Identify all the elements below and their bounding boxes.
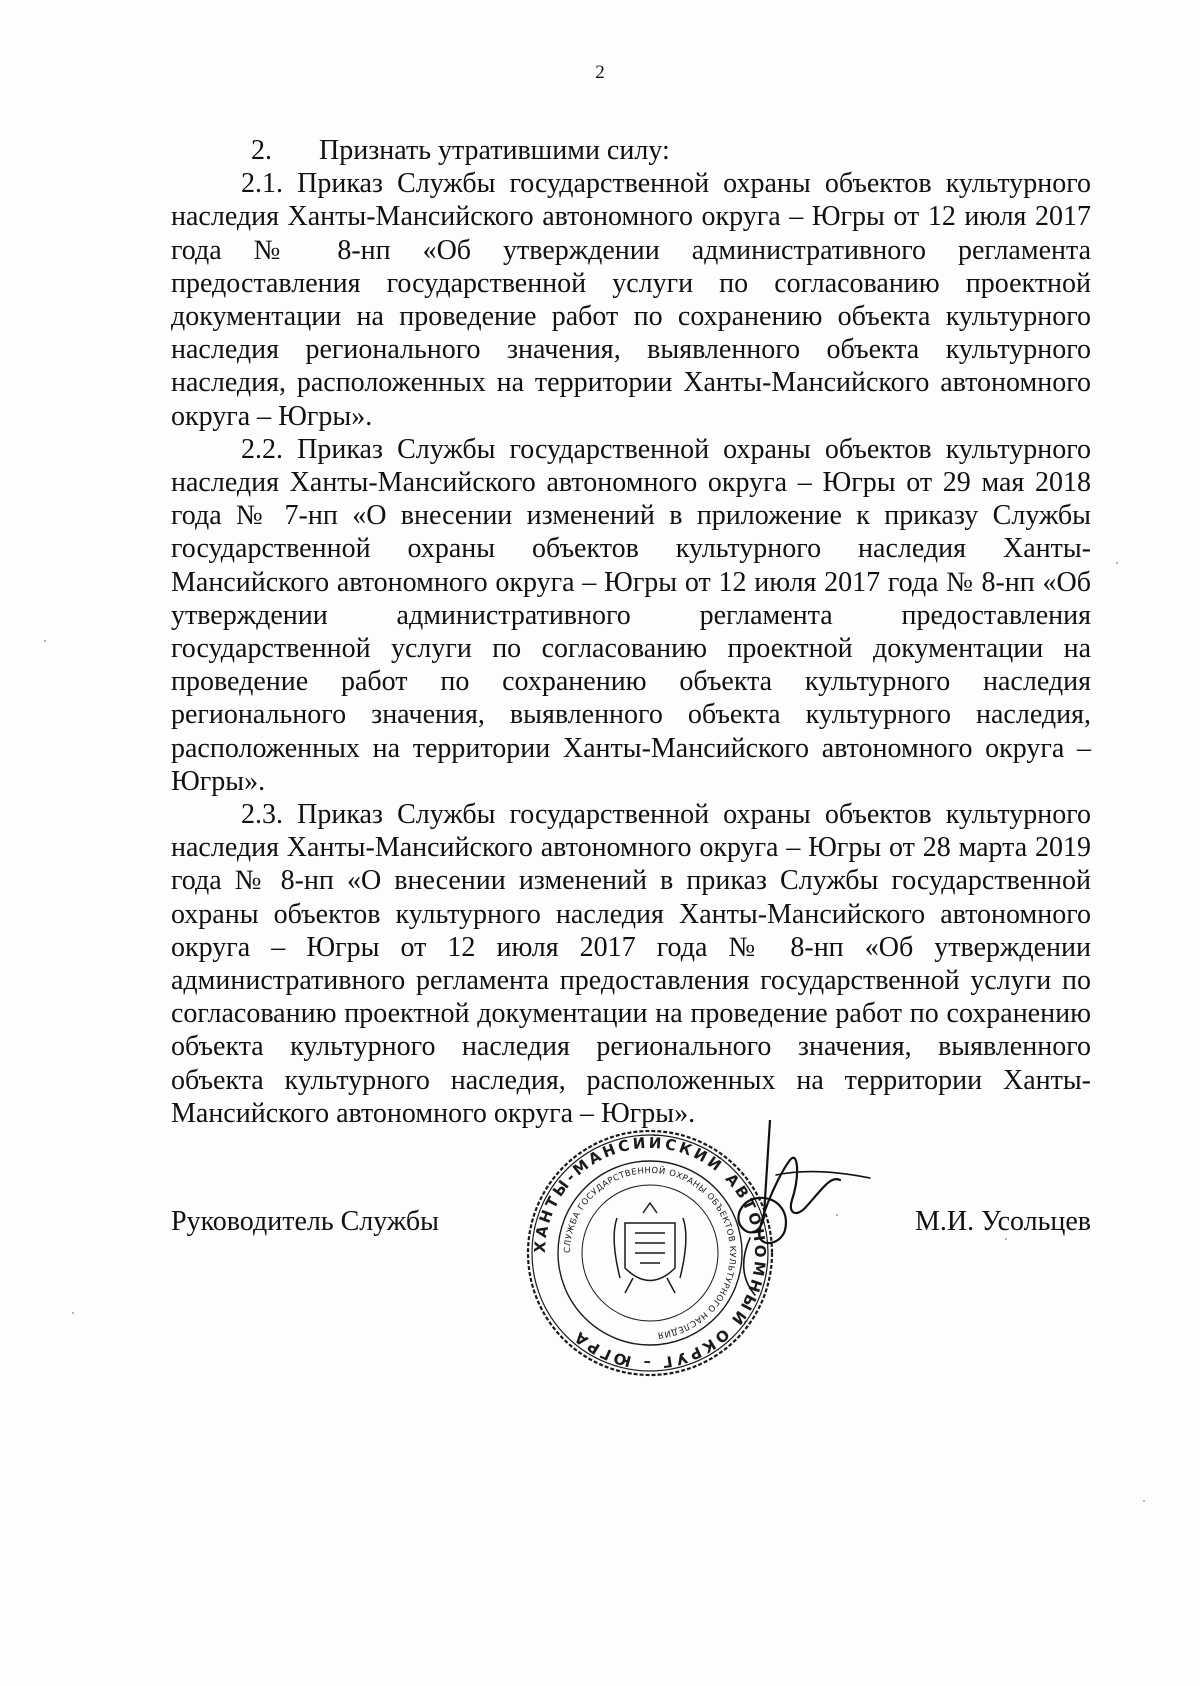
page-number: 2 [595, 62, 605, 83]
scan-speck [1143, 1500, 1145, 1502]
paragraph-2-2: 2.2. Приказ Службы государственной охраны объектов культурного наследия Ханты-Мансийского автономного округа – Югры от 29 мая 2018 года № 7-нп «О внесении изменений в приложение к приказу Службы государственной охраны объектов культурного наследия Ханты-Мансийского автономного округа – Югры от 12 июля 2017 года № 8-нп «Об утверждении административного регламента предоставления государственной услуги по согласованию проектной документации на проведение работ по сохранению объекта культурного наследия регионального значения, выявленного объекта культурного наследия, расположенных на территории Ханты-Мансийского автономного округа – Югры». [171, 433, 1091, 797]
coat-of-arms-icon [614, 1203, 686, 1293]
item-title: Признать утратившими силу: [319, 135, 670, 166]
paragraph-2-3: 2.3. Приказ Службы государственной охраны объектов культурного наследия Ханты-Мансийского автономного округа – Югры от 28 марта 2019 года № 8-нп «О внесении изменений в приказ Службы государственной охраны объектов культурного наследия Ханты-Мансийского автономного округа – Югры от 12 июля 2017 года № 8-нп «Об утверждении административного регламента предоставления государственной услуги по согласованию проектной документации на проведение работ по сохранению объекта культурного наследия регионального значения, выявленного объекта культурного наследия, расположенных на территории Ханты-Мансийского автономного округа – Югры». [171, 799, 1091, 1129]
scan-speck [44, 640, 46, 642]
paragraph-2-1: 2.1. Приказ Службы государственной охраны объектов культурного наследия Ханты-Мансийского автономного округа – Югры от 12 июля 2017 года № 8-нп «Об утверждении административного регламента предоставления государственной услуги по согласованию проектной документации на проведение работ по сохранению объекта культурного наследия регионального значения, выявленного объекта культурного наследия, расположенных на территории Ханты-Мансийского автономного округа – Югры». [171, 168, 1091, 432]
scan-speck [836, 1214, 838, 1216]
signer-name: М.И. Усольцев [914, 1206, 1091, 1237]
seal-inner-text: СЛУЖБА ГОСУДАРСТВЕННОЙ ОХРАНЫ ОБЪЕКТОВ КУЛЬТУРНОГО НАСЛЕДИЯ [562, 1165, 738, 1340]
seal-outer-text: ХАНТЫ-МАНСИЙСКИЙ АВТОНОМНЫЙ ОКРУГ – ЮГРА [530, 1133, 770, 1373]
item-heading [171, 134, 1091, 167]
signer-role: Руководитель Службы [171, 1206, 439, 1237]
scan-speck [1116, 562, 1118, 564]
scan-speck [1005, 1238, 1007, 1240]
document-body [171, 134, 1091, 1130]
scan-speck [72, 1312, 74, 1314]
item-number: 2. [251, 135, 272, 166]
handwritten-signature [680, 1120, 880, 1300]
